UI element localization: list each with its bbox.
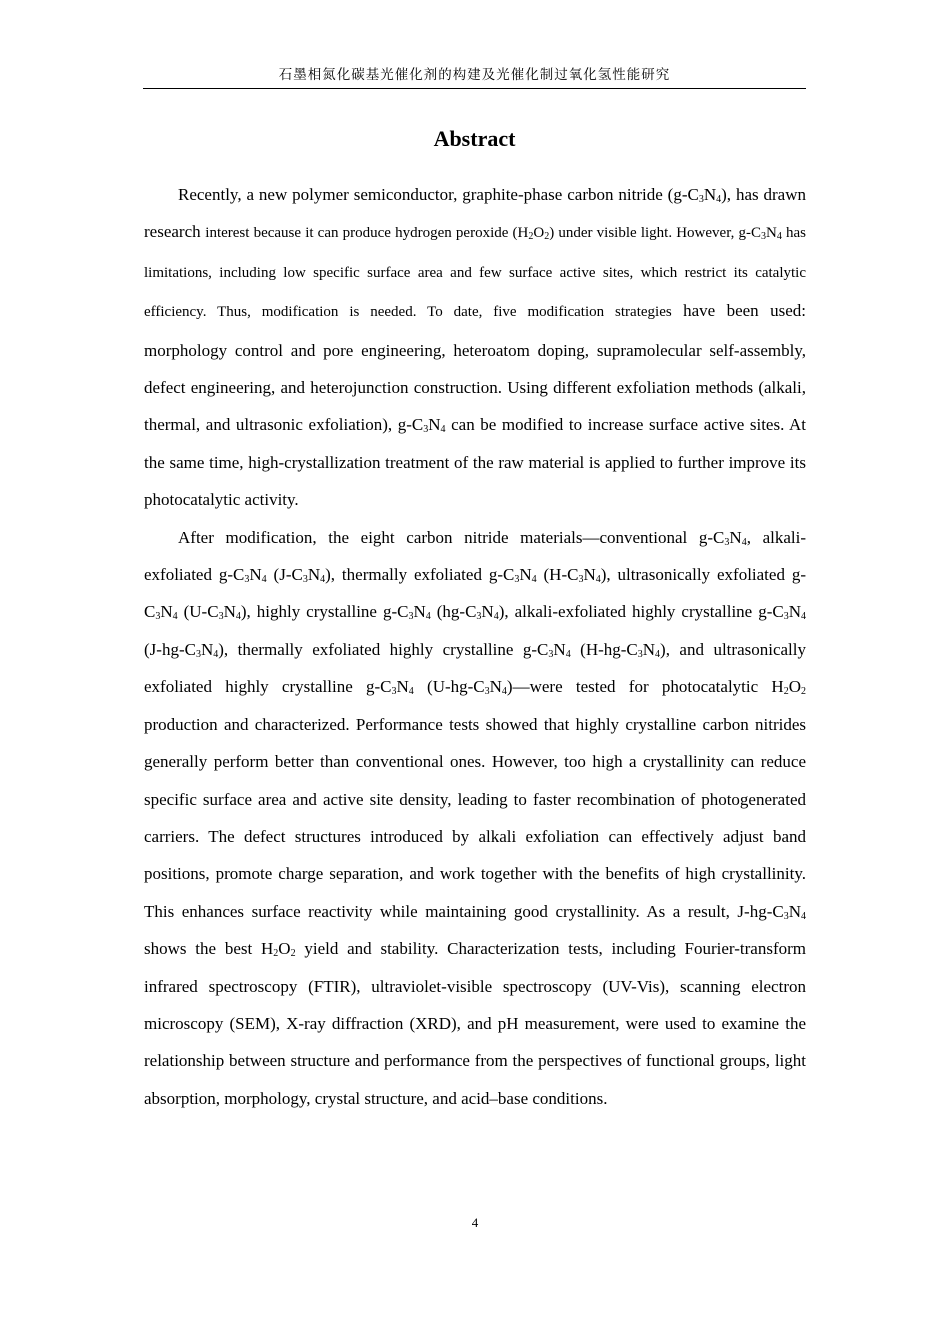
- subscript: 4: [655, 648, 661, 660]
- subscript: 3: [724, 536, 730, 548]
- subscript: 3: [783, 910, 789, 922]
- subscript: 3: [423, 424, 429, 436]
- text-run: (hg-C: [430, 602, 477, 622]
- text-run: Recently, a new polymer semiconductor, graphite-phase carbon nitride (g-C: [178, 185, 699, 204]
- subscript: 4: [425, 611, 431, 623]
- subscript: 3: [302, 574, 308, 586]
- text-run: (U-hg-C: [413, 677, 485, 697]
- subscript: 4: [531, 574, 537, 586]
- subscript: 3: [637, 648, 643, 660]
- subscript: 2: [290, 948, 296, 960]
- text-run: ), thermally exfoliated g-C: [325, 565, 515, 585]
- subscript: 4: [213, 648, 219, 660]
- subscript: 2: [544, 231, 550, 243]
- text-run: can be modified to increase surface active sites. At the same time, high-crystallization treatment of the raw material is applied to further improve its photocatalytic activity.: [144, 415, 807, 510]
- text-run: N: [223, 602, 236, 622]
- text-run: have been used: morphology control and pore engineering, heteroatom doping, supramolecular self-assembly, defect engineering, and heterojunction construction. Using different exfoliation methods (alkali, thermal, and ultrasonic exfoliation), g-C: [144, 301, 806, 435]
- text-run: (J-C: [266, 565, 303, 585]
- text-run: has limitations, including low specific surface area and few surface active sites, which restrict its catalytic efficiency. Thus, modification is needed. To date, five modification strategies: [144, 225, 806, 321]
- text-run: N: [413, 602, 426, 622]
- subscript: 4: [801, 910, 806, 922]
- text-run: N: [307, 565, 321, 585]
- text-run: production and characterized. Performance tests showed that highly crystalline carbon nitrides generally perform better than conventional ones. However, too high a crystallinity can reduce specific surface area and active site density, leading to faster recombination of photogenerated carriers. The defect structures introduced by alkali exfoliation can effectively adjust band positions, promote charge separation, and work together with the benefits of high crystallinity. This enhances surface reactivity while maintaining good crystallinity. As a result, J-hg-C: [144, 714, 806, 921]
- text-run: N: [788, 901, 801, 921]
- text-run: N: [249, 565, 262, 585]
- abstract-body: [144, 176, 806, 1117]
- text-run: N: [729, 527, 742, 547]
- subscript: 2: [273, 948, 279, 960]
- subscript: 3: [761, 231, 766, 243]
- text-run: N: [200, 639, 214, 659]
- abstract-title: Abstract: [433, 126, 516, 151]
- text-run: N: [519, 565, 532, 585]
- subscript: 4: [408, 686, 414, 698]
- subscript: 4: [716, 194, 722, 205]
- subscript: 4: [501, 686, 507, 698]
- text-run: O: [278, 939, 291, 959]
- text-run: N: [788, 602, 801, 622]
- text-run: N: [703, 185, 717, 204]
- page-number: 4: [471, 1215, 479, 1230]
- text-run: ) under visible light. However, g-C: [549, 225, 761, 242]
- text-run: ), thermally exfoliated highly crystalline g-C: [218, 639, 549, 659]
- text-run: N: [481, 602, 494, 622]
- text-run: ), ultrasonically exfoliated g-C: [144, 565, 807, 622]
- subscript: 3: [218, 611, 224, 623]
- text-run: ), has drawn research: [144, 185, 806, 242]
- subscript: 4: [801, 611, 806, 623]
- text-run: (J-hg-C: [144, 639, 196, 659]
- subscript: 3: [548, 648, 554, 660]
- subscript: 4: [776, 231, 782, 243]
- text-run: (H-C: [536, 565, 579, 585]
- text-run: (H-hg-C: [570, 639, 638, 659]
- subscript: 3: [195, 648, 201, 660]
- subscript: 4: [741, 536, 747, 548]
- running-header: 石墨相氮化碳基光催化剂的构建及光催化制过氧化氢性能研究: [143, 66, 806, 89]
- text-run: After modification, the eight carbon nitride materials—conventional g-C: [178, 527, 725, 547]
- subscript: 3: [476, 611, 482, 623]
- text-run: O: [788, 677, 801, 697]
- text-run: N: [489, 677, 502, 697]
- subscript: 3: [578, 574, 584, 586]
- subscript: 3: [484, 686, 490, 698]
- text-run: N: [642, 639, 656, 659]
- subscript: 3: [514, 574, 520, 586]
- text-run: N: [160, 602, 173, 622]
- text-run: N: [766, 225, 777, 242]
- subscript: 4: [235, 611, 241, 623]
- text-run: shows the best H: [144, 939, 274, 959]
- subscript: 3: [391, 686, 397, 698]
- text-run: N: [396, 677, 409, 697]
- text-run: ), alkali-exfoliated highly crystalline g-C: [498, 602, 784, 622]
- text-run: (U-C: [177, 602, 219, 622]
- text-run: O: [533, 225, 545, 242]
- subscript: 3: [244, 574, 250, 586]
- text-run: N: [583, 565, 596, 585]
- text-run: , alkali-exfoliated g-C: [144, 527, 806, 585]
- subscript: 4: [172, 611, 178, 623]
- text-run: ), highly crystalline g-C: [240, 602, 409, 622]
- text-run: yield and stability. Characterization tests, including Fourier-transform infrared spectroscopy (FTIR), ultraviolet-visible spectroscopy (UV-Vis), scanning electron microscopy (SEM), X-ray diffraction (XRD), and pH measurement, were used to examine the relationship between structure and performance from the perspectives of functional groups, light absorption, morphology, crystal structure, and acid–base conditions.: [144, 939, 806, 1108]
- subscript: 3: [783, 611, 789, 623]
- subscript: 4: [595, 574, 601, 586]
- text-run: N: [553, 639, 566, 659]
- subscript: 2: [800, 686, 806, 698]
- abstract-paragraph-1: [144, 176, 806, 519]
- text-run: N: [428, 415, 441, 435]
- subscript: 4: [261, 574, 267, 586]
- subscript: 3: [698, 194, 704, 205]
- text-run: interest because it can produce hydrogen peroxide (H: [205, 225, 529, 242]
- abstract-paragraph-2: [144, 519, 806, 1118]
- subscript: 3: [408, 611, 414, 623]
- subscript: 3: [155, 611, 161, 623]
- subscript: 2: [783, 686, 789, 698]
- text-run: )—were tested for photocatalytic H: [506, 677, 784, 697]
- subscript: 4: [440, 424, 446, 436]
- subscript: 4: [565, 648, 571, 660]
- subscript: 2: [528, 231, 534, 243]
- subscript: 4: [493, 611, 499, 623]
- text-run: ), and ultrasonically exfoliated highly crystalline g-C: [144, 639, 806, 697]
- subscript: 4: [320, 574, 326, 586]
